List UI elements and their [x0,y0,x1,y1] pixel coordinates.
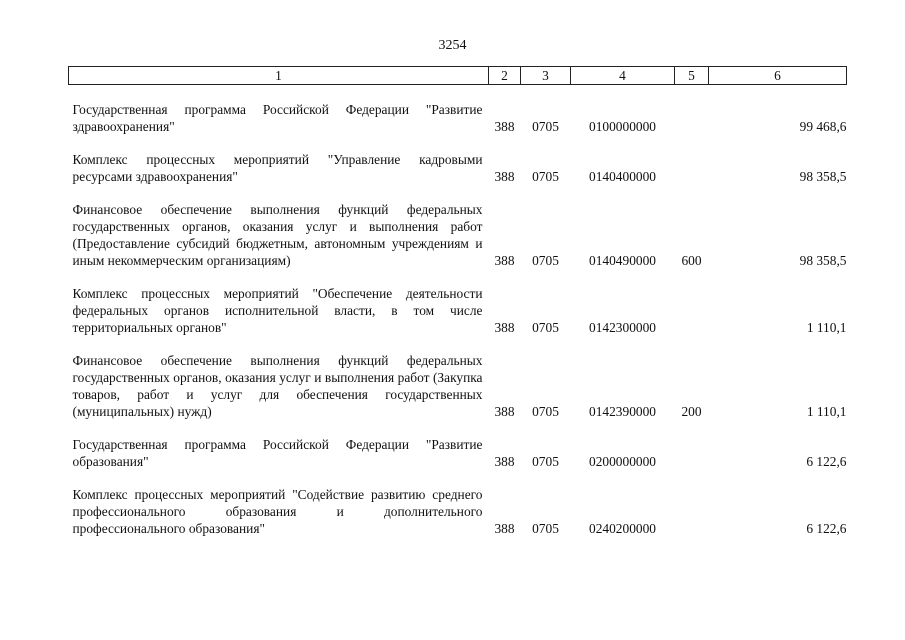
budget-table [68,66,847,537]
header-col-6: 6 [709,67,847,85]
row-name: Финансовое обеспечение выполнения функций федеральных государственных органов, оказания услуг и выполнения работ (Предоставление субсидий бюджетным, автономным учреждениям и иным некоммерческим организациям) [72,202,483,268]
header-row [69,67,847,85]
row-col-2: 388 [494,169,515,184]
row-col-6: 1 110,1 [806,320,847,335]
row-col-5 [675,101,709,135]
row-col-4: 0142300000 [589,320,656,335]
row-col-4: 0200000000 [589,454,656,469]
header-col-3: 3 [521,67,571,85]
table-row [69,436,847,470]
table-row [69,285,847,336]
row-col-5 [675,486,709,537]
table-header [69,67,847,85]
row-col-3: 0705 [532,320,559,335]
row-name: Государственная программа Российской Федерации "Развитие здравоохранения" [72,102,483,134]
row-col-5 [675,436,709,470]
page-number: 3254 [438,38,467,53]
row-col-4: 0100000000 [589,119,656,134]
spacer-row [69,185,847,201]
header-col-4: 4 [571,67,675,85]
header-col-5: 5 [675,67,709,85]
spacer-row [69,269,847,285]
spacer-row [69,470,847,486]
spacer [69,135,847,151]
row-col-2: 388 [494,521,515,536]
row-col-3: 0705 [532,454,559,469]
row-col-5: 600 [681,253,702,268]
spacer [69,269,847,285]
row-col-3: 0705 [532,119,559,134]
row-col-2: 388 [494,253,515,268]
spacer [69,185,847,201]
row-col-5 [675,151,709,185]
row-col-3: 0705 [532,169,559,184]
row-col-2: 388 [494,404,515,419]
row-name: Комплекс процессных мероприятий "Управление кадровыми ресурсами здравоохранения" [72,152,483,184]
table-row [69,151,847,185]
spacer [69,470,847,486]
table-row [69,101,847,135]
row-col-4: 0240200000 [589,521,656,536]
row-name: Финансовое обеспечение выполнения функций федеральных государственных органов, оказания услуг и выполнения работ (Закупка товаров, работ и услуг для обеспечения государственных (муниципальных) нужд) [72,353,483,419]
spacer [69,85,847,102]
header-col-2: 2 [489,67,521,85]
row-col-2: 388 [494,119,515,134]
row-col-5 [675,285,709,336]
spacer [69,336,847,352]
header-col-1: 1 [69,67,489,85]
row-col-6: 98 358,5 [799,253,847,268]
row-col-3: 0705 [532,404,559,419]
row-name: Комплекс процессных мероприятий "Содействие развитию среднего профессионального образования и дополнительного профессионального образования" [72,487,483,536]
table-row [69,486,847,537]
spacer-row [69,336,847,352]
row-col-6: 99 468,6 [799,119,847,134]
row-col-6: 6 122,6 [806,521,847,536]
table-body [69,85,847,538]
spacer [69,420,847,436]
row-col-3: 0705 [532,521,559,536]
row-col-5: 200 [681,404,702,419]
row-col-3: 0705 [532,253,559,268]
spacer-row [69,135,847,151]
row-col-6: 1 110,1 [806,404,847,419]
row-name: Государственная программа Российской Федерации "Развитие образования" [72,437,483,469]
table-row [69,201,847,269]
spacer-row [69,85,847,102]
row-col-2: 388 [494,320,515,335]
row-name: Комплекс процессных мероприятий "Обеспечение деятельности федеральных органов исполнительной власти, в том числе территориальных органов" [72,286,483,335]
row-col-4: 0140490000 [589,253,656,268]
row-col-6: 98 358,5 [799,169,847,184]
row-col-6: 6 122,6 [806,454,847,469]
row-col-4: 0140400000 [589,169,656,184]
row-col-4: 0142390000 [589,404,656,419]
table-row [69,352,847,420]
spacer-row [69,420,847,436]
row-col-2: 388 [494,454,515,469]
